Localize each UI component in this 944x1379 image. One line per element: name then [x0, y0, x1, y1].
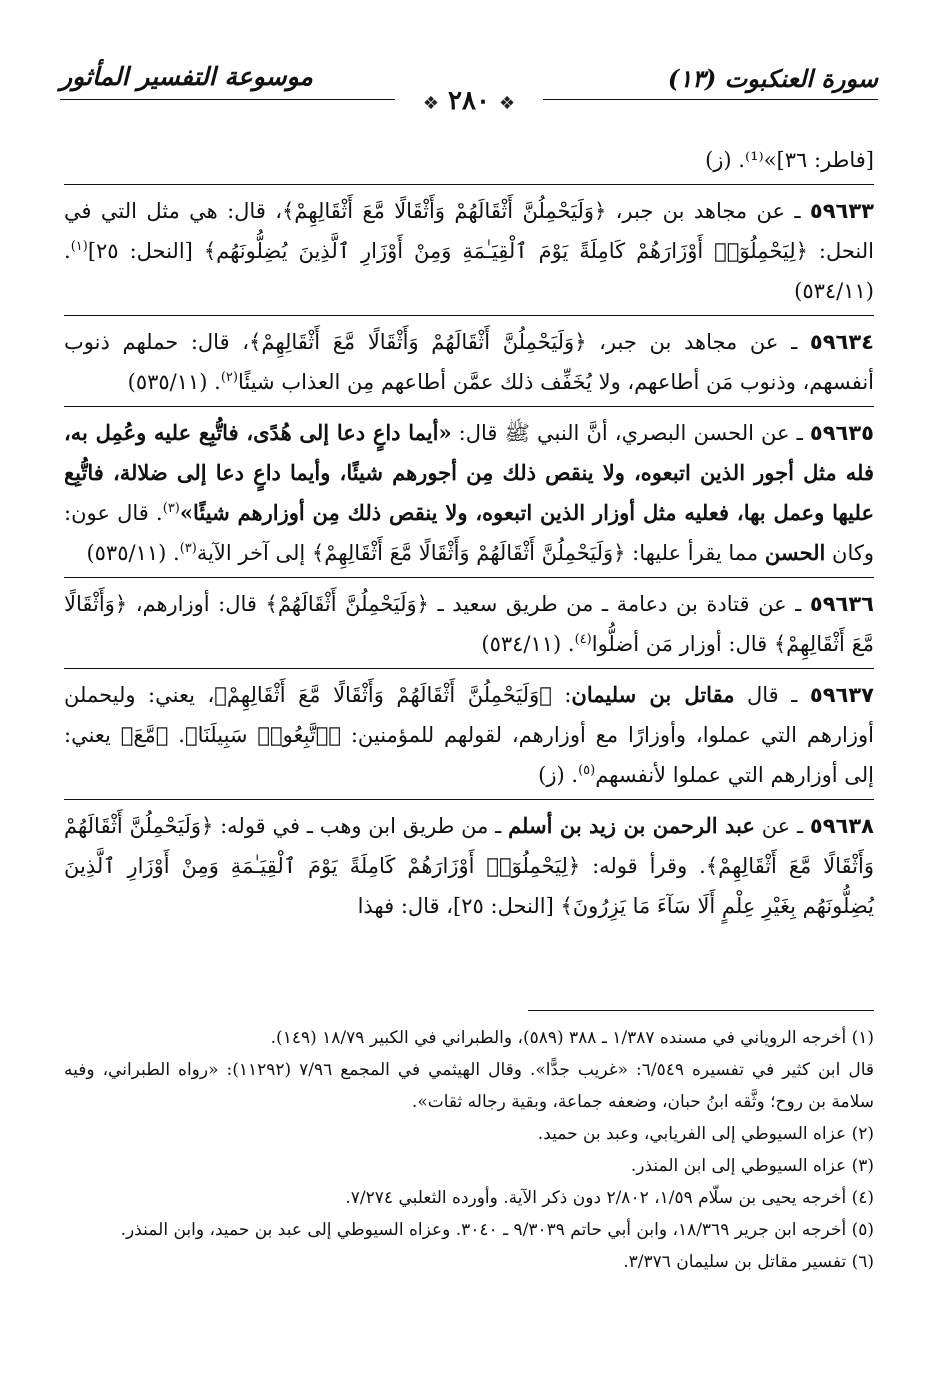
- entry-text: : ﴿وَلَيَحْمِلُنَّ أَثْقَالَهُمْ وَأَثْقَالًا مَّعَ أَثْقَالِهِمْ﴾، يعني: وليحملن أوزارهم التي عملوا، وأوزارًا مع أوزارهم، لقولهم للمؤمنين: ﴿ٱتَّبِعُوا۟ سَبِيلَنَا﴾. ﴿مَّعَ﴾ يعني: إلى أوزارهم التي عملوا لأنفسهم: [64, 683, 874, 787]
- entry-number: ٥٩٦٣٥: [809, 421, 874, 445]
- footnote: (٥) أخرجه ابن جرير ١٨/٣٦٩، وابن أبي حاتم ٩/٣٠٣٩ ـ ٣٠٤٠. وعزاه السيوطي إلى عبد بن حميد، وابن المنذر.: [120, 1220, 874, 1240]
- footnote-ref: (٣): [179, 541, 197, 556]
- header-rule-right: [543, 99, 878, 100]
- entry-ref: . (ز): [538, 763, 579, 787]
- footnote-ref: (٤): [574, 632, 592, 647]
- footnote-ref: (٣): [162, 501, 180, 516]
- entry-text: ـ عن قتادة بن دعامة ـ من طريق سعيد ـ ﴿وَلَيَحْمِلُنَّ أَثْقَالَهُمْ﴾ قال: أوزارهم، ﴿وَأَثْقَالًا مَّعَ أَثْقَالِهِمْ﴾ قال: أوزار مَن أضلُّوا: [64, 592, 874, 656]
- entry-ref: . (٥٣٥/١١): [86, 541, 180, 565]
- footnote: (٦) تفسير مقاتل بن سليمان ٣/٣٧٦.: [623, 1252, 874, 1272]
- entry-59636: [64, 584, 874, 664]
- header-surah-title: سورة العنكبوت (١٣): [667, 64, 878, 93]
- footnote-ref: (٢): [220, 370, 238, 385]
- footnote: (٤) أخرجه يحيى بن سلّام ١/٥٩، ٢/٨٠٢ دون ذكر الآية. وأورده الثعلبي ٧/٢٧٤.: [345, 1188, 874, 1208]
- entry-59635: ٥٩٦٣٥ ـ عن الحسن البصري، أنَّ النبي ﷺ قال: «أيما داعٍ دعا إلى هُدًى، فاتُّبِع عليه وعُمِل به، فله مثل أجور الذين اتبعوه، ولا ينقص ذلك مِن أجورهم شيئًا، وأيما داعٍ دعا إلى ضلالة، فاتُّبِع عليها وعمل بها، فعليه مثل أوزار الذين اتبعوه، ولا ينقص ذلك مِن أوزارهم شيئًا»$^{(٣)}$. قال عون: وكان الحسن مما يقرأ عليها: ﴿وَلَيَحْمِلُنَّ أَثْقَالَهُمْ وَأَثْقَالًا مَّعَ أَثْقَالِهِمْ﴾ إلى آخر الآية$^{(٣)}$. (٥٣٥/١١): [64, 420, 874, 565]
- footnote: (٣) عزاه السيوطي إلى ابن المنذر.: [630, 1156, 874, 1176]
- entry-separator: [64, 668, 874, 669]
- main-text: [64, 140, 874, 930]
- entry-number: ٥٩٦٣٧: [809, 683, 874, 707]
- narrator-name: مقاتل بن سليمان: [571, 682, 735, 707]
- carryover-line: [فاطر: ٣٦]»⁽¹⁾. (ز): [705, 148, 874, 172]
- footnote-ref: (٥): [578, 763, 596, 778]
- entry-separator: [64, 184, 874, 185]
- entry-ref: . (٥٣٥/١١): [127, 370, 221, 394]
- entry-separator: [64, 406, 874, 407]
- entry-text: ـ عن مجاهد بن جبر، ﴿وَلَيَحْمِلُنَّ أَثْقَالَهُمْ وَأَثْقَالًا مَّعَ أَثْقَالِهِمْ﴾، قال: حملهم ذنوب أنفسهم، وذنوب مَن أطاعهم، ولا يُخَفِّف ذلك عمَّن أطاعهم مِن العذاب شيئًا: [64, 330, 874, 394]
- footnote-rule: [528, 1010, 874, 1011]
- entry-59637: ٥٩٦٣٧ ـ قال مقاتل بن سليمان: ﴿وَلَيَحْمِلُنَّ أَثْقَالَهُمْ وَأَثْقَالًا مَّعَ أَثْقَالِهِمْ﴾، يعني: وليحملن أوزارهم التي عملوا، وأوزارًا مع أوزارهم، لقولهم للمؤمنين: ﴿ٱتَّبِعُوا۟ سَبِيلَنَا﴾. ﴿مَّعَ﴾ يعني: إلى أوزارهم التي عملوا لأنفسهم$^{(٥)}$. (ز): [64, 682, 874, 787]
- footnote: (١) أخرجه الروياني في مسنده ١/٣٨٧ ـ ٣٨٨ (٥٨٩)، والطبراني في الكبير ١٨/٧٩ (١٤٩).: [270, 1028, 874, 1048]
- entry-59633: [64, 191, 874, 311]
- footnote: قال ابن كثير في تفسيره ٦/٥٤٩: «غريب جدًّا». وقال الهيثمي في المجمع ٧/٩٦ (١١٢٩٢): «رواه الطبراني، وفيه سلامة بن روح؛ وثَّقه ابنُ حبان، وضعفه جماعة، وبقية رجاله ثقات».: [64, 1060, 874, 1112]
- entry-59638: ٥٩٦٣٨ ـ عن عبد الرحمن بن زيد بن أسلم ـ من طريق ابن وهب ـ في قوله: ﴿وَلَيَحْمِلُنَّ أَثْقَالَهُمْ وَأَثْقَالًا مَّعَ أَثْقَالِهِمْ﴾. وقرأ قوله: ﴿لِيَحْمِلُوٓا۟ أَوْزَارَهُمْ كَامِلَةً يَوْمَ ٱلْقِيَـٰمَةِ وَمِنْ أَوْزَارِ ٱلَّذِينَ يُضِلُّونَهُم بِغَيْرِ عِلْمٍ أَلَا سَآءَ مَا يَزِرُونَ﴾ [النحل: ٢٥]، قال: فهذا: [64, 813, 874, 918]
- entry-separator: [64, 577, 874, 578]
- entry-number: ٥٩٦٣٣: [809, 199, 874, 223]
- footnote: (٢) عزاه السيوطي إلى الفريابي، وعبد بن حميد.: [537, 1124, 874, 1144]
- entry-text: ـ عن الحسن البصري، أنَّ النبي ﷺ قال:: [451, 421, 803, 445]
- entry-text: ـ عن مجاهد بن جبر، ﴿وَلَيَحْمِلُنَّ أَثْقَالَهُمْ وَأَثْقَالًا مَّعَ أَثْقَالِهِمْ﴾، قال: هي مثل التي في النحل: ﴿لِيَحْمِلُوٓا۟ أَوْزَارَهُمْ كَامِلَةً يَوْمَ ٱلْقِيَـٰمَةِ وَمِنْ أَوْزَارِ ٱلَّذِينَ يُضِلُّونَهُم﴾ [النحل: ٢٥]: [64, 199, 874, 263]
- entry-number: ٥٩٦٣٨: [809, 814, 874, 838]
- running-header: [60, 62, 878, 124]
- header-rule-left: [60, 99, 395, 100]
- entry-text: ـ من طريق ابن وهب ـ في قوله: ﴿وَلَيَحْمِلُنَّ أَثْقَالَهُمْ وَأَثْقَالًا مَّعَ أَثْقَالِهِمْ﴾. وقرأ قوله: ﴿لِيَحْمِلُوٓا۟ أَوْزَارَهُمْ كَامِلَةً يَوْمَ ٱلْقِيَـٰمَةِ وَمِنْ أَوْزَارِ ٱلَّذِينَ يُضِلُّونَهُم بِغَيْرِ عِلْمٍ أَلَا سَآءَ مَا يَزِرُونَ﴾ [النحل: ٢٥]، قال: فهذا: [64, 814, 874, 918]
- narrator-name: عبد الرحمن بن زيد بن أسلم: [508, 813, 755, 838]
- entry-number: ٥٩٦٣٦: [809, 592, 874, 616]
- ornament-icon: ❖: [422, 93, 439, 114]
- ornament-icon: ❖: [499, 93, 516, 114]
- entry-ref: . (٥٣٤/١١): [481, 632, 575, 656]
- entry-separator: [64, 315, 874, 316]
- hadith-text: «أيما داعٍ دعا إلى هُدًى، فاتُّبِع عليه وعُمِل به، فله مثل أجور الذين اتبعوه، ولا ينقص ذلك مِن أجورهم شيئًا، وأيما داعٍ دعا إلى ضلالة، فاتُّبِع عليها وعمل بها، فعليه مثل أوزار الذين اتبعوه، ولا ينقص ذلك مِن أوزارهم شيئًا»: [64, 420, 874, 525]
- entry-59634: [64, 322, 874, 402]
- header-book-title: موسوعة التفسير المأثور: [60, 62, 313, 91]
- entry-number: ٥٩٦٣٤: [809, 330, 874, 354]
- page-number-block: [423, 86, 515, 116]
- footnote-ref: (١): [70, 239, 88, 254]
- entry-ref: . (٥٣٤/١١): [64, 239, 874, 303]
- footnotes: [64, 1022, 874, 1278]
- narrator-name: الحسن: [764, 540, 826, 565]
- page-number: ٢٨٠: [448, 86, 490, 116]
- entry-separator: [64, 799, 874, 800]
